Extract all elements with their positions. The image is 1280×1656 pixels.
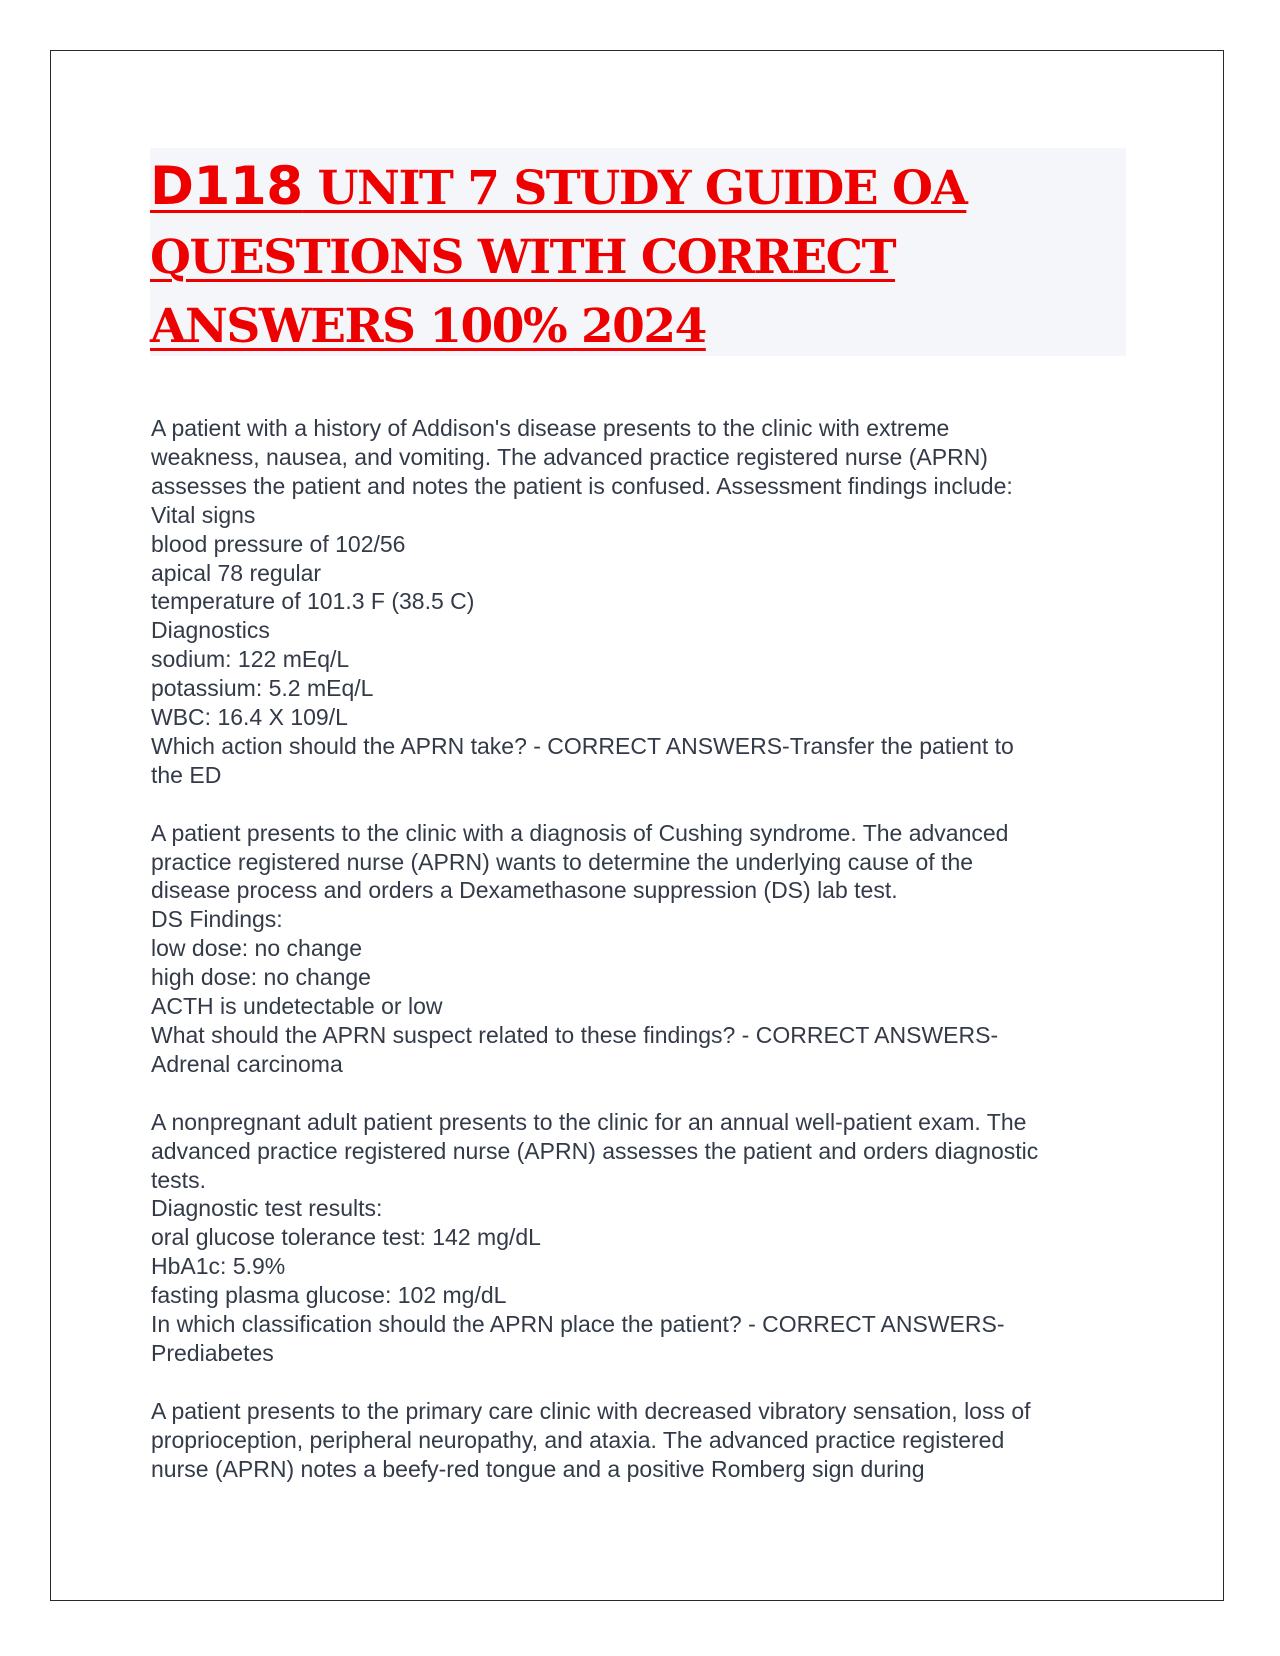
title-line-3: ANSWERS 100% 2024 [150,299,706,354]
text-line: practice registered nurse (APRN) wants to determine the underlying cause of the [151,848,974,875]
qa-item-4 [151,1397,1131,1484]
text-line: A patient presents to the clinic with a diagnosis of Cushing syndrome. The advanced [151,819,1009,846]
qa-item-3 [151,1108,1131,1368]
document-body [151,414,1131,1512]
text-line: Vital signs [151,501,256,528]
text-line: ACTH is undetectable or low [151,993,443,1020]
title-line-1 [150,152,1126,223]
text-line: sodium: 122 mEq/L [151,646,350,673]
text-line: weakness, nausea, and vomiting. The advanced practice registered nurse (APRN) [151,443,988,470]
text-line: A patient with a history of Addison's disease presents to the clinic with extreme [151,415,950,441]
text-line: A nonpregnant adult patient presents to the clinic for an annual well-patient exam. The [151,1108,1027,1135]
text-line: high dose: no change [151,964,371,991]
text-line: nurse (APRN) notes a beefy-red tongue and a positive Romberg sign during [151,1455,925,1482]
text-line: temperature of 101.3 F (38.5 C) [151,588,475,615]
text-line: oral glucose tolerance test: 142 mg/dL [151,1224,541,1251]
text-line: Diagnostic test results: [151,1195,383,1222]
text-line: In which classification should the APRN place the patient? - CORRECT ANSWERS- [151,1311,1005,1338]
document-title [150,148,1126,361]
text-line: apical 78 regular [151,559,322,586]
text-line: Adrenal carcinoma [151,1050,343,1077]
title-block [150,148,1126,356]
text-line: assesses the patient and notes the patient is confused. Assessment findings include: [151,472,1013,499]
text-line: low dose: no change [151,935,362,962]
text-line: blood pressure of 102/56 [151,530,406,557]
text-line: disease process and orders a Dexamethasone suppression (DS) lab test. [151,877,898,904]
text-line: proprioception, peripheral neuropathy, and ataxia. The advanced practice registered [151,1426,1005,1453]
text-line: tests. [151,1166,206,1193]
text-line: WBC: 16.4 X 109/L [151,704,348,731]
text-line: potassium: 5.2 mEq/L [151,675,374,702]
text-line: What should the APRN suspect related to these findings? - CORRECT ANSWERS- [151,1022,999,1049]
title-line-2: QUESTIONS WITH CORRECT [150,230,896,285]
qa-item-2 [151,819,1131,1079]
text-line: Prediabetes [151,1339,274,1366]
text-line: Diagnostics [151,617,270,644]
course-code: D118 [150,156,303,217]
text-line: A patient presents to the primary care clinic with decreased vibratory sensation, loss of [151,1397,1031,1424]
text-line: DS Findings: [151,906,283,933]
text-line: advanced practice registered nurse (APRN) assesses the patient and orders diagnostic [151,1137,1039,1164]
text-line: the ED [151,761,222,788]
text-line: Which action should the APRN take? - CORRECT ANSWERS-Transfer the patient to [151,732,1014,759]
text-line: fasting plasma glucose: 102 mg/dL [151,1282,507,1309]
qa-item-1 [151,414,1131,790]
title-line-1-text: UNIT 7 STUDY GUIDE OA [302,161,967,216]
text-line: HbA1c: 5.9% [151,1253,286,1280]
